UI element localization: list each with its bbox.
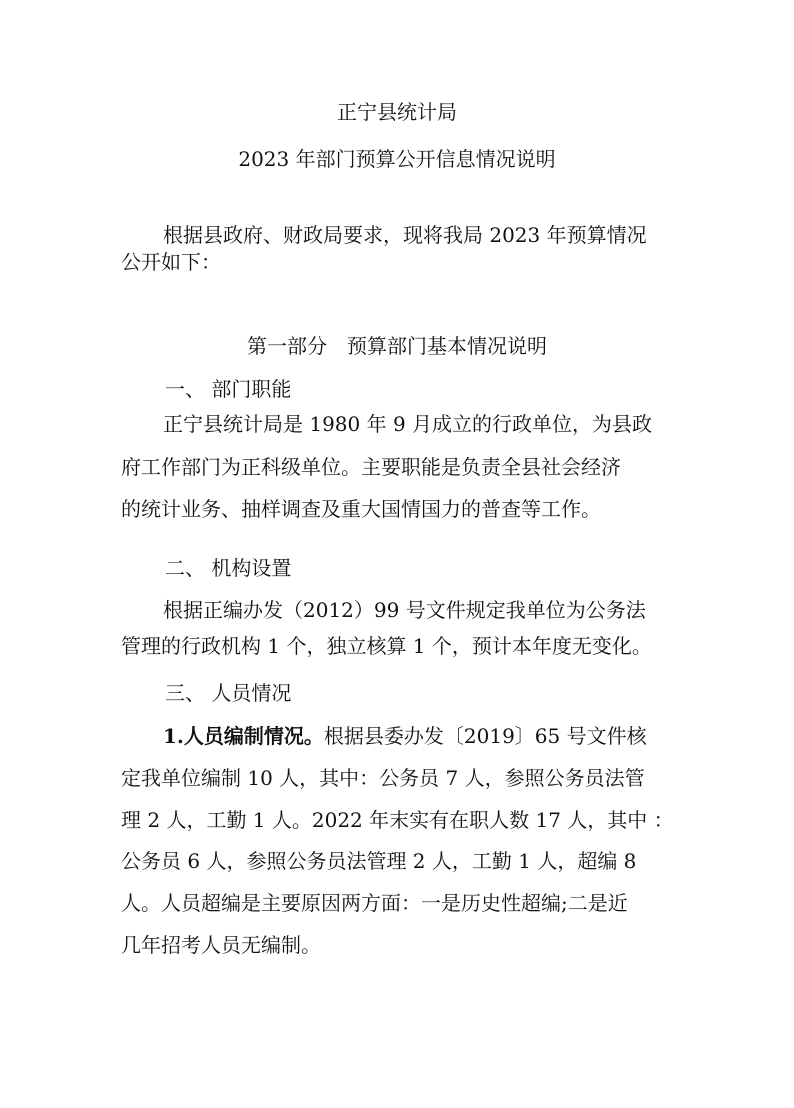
section-2-line-2: 管理的行政机构 1 个，独立核算 1 个，预计本年度无变化。 xyxy=(121,634,652,658)
section-3-line-6: 几年招考人员无编制。 xyxy=(121,933,321,957)
intro-line-2: 公开如下： xyxy=(121,250,221,274)
document-title: 2023 年部门预算公开信息情况说明 xyxy=(238,147,556,171)
section-3-line-4: 公务员 6 人，参照公务员法管理 2 人，工勤 1 人，超编 8 xyxy=(121,849,637,873)
section-3-item-1-first-line xyxy=(163,720,647,749)
section-1-heading: 一、 部门职能 xyxy=(165,377,292,401)
item-1-text: 根据县委办发〔2019〕65 号文件核 xyxy=(323,724,647,748)
section-3-heading: 三、 人员情况 xyxy=(165,681,292,705)
section-3-line-3: 理 2 人，工勤 1 人。2022 年末实有在职人数 17 人，其中 ： xyxy=(121,808,674,832)
org-name: 正宁县统计局 xyxy=(337,100,457,124)
intro-line-1: 根据县政府、财政局要求，现将我局 2023 年预算情况 xyxy=(163,223,647,247)
section-1-line-1: 正宁县统计局是 1980 年 9 月成立的行政单位，为县政 xyxy=(163,412,653,436)
section-2-line-1: 根据正编办发（2012）99 号文件规定我单位为公务法 xyxy=(163,598,646,622)
section-2-heading: 二、 机构设置 xyxy=(165,556,292,580)
item-1-bold-label: 1.人员编制情况。 xyxy=(163,724,324,748)
section-3-line-2: 定我单位编制 10 人，其中：公务员 7 人，参照公务员法管 xyxy=(121,766,645,790)
section-3-line-5: 人。人员超编是主要原因两方面：一是历史性超编;二是近 xyxy=(121,891,628,915)
section-1-line-2: 府工作部门为正科级单位。主要职能是负责全县社会经济 xyxy=(121,455,621,479)
section-1-line-3: 的统计业务、抽样调查及重大国情国力的普查等工作。 xyxy=(121,497,601,521)
part1-heading: 第一部分 预算部门基本情况说明 xyxy=(247,334,547,358)
